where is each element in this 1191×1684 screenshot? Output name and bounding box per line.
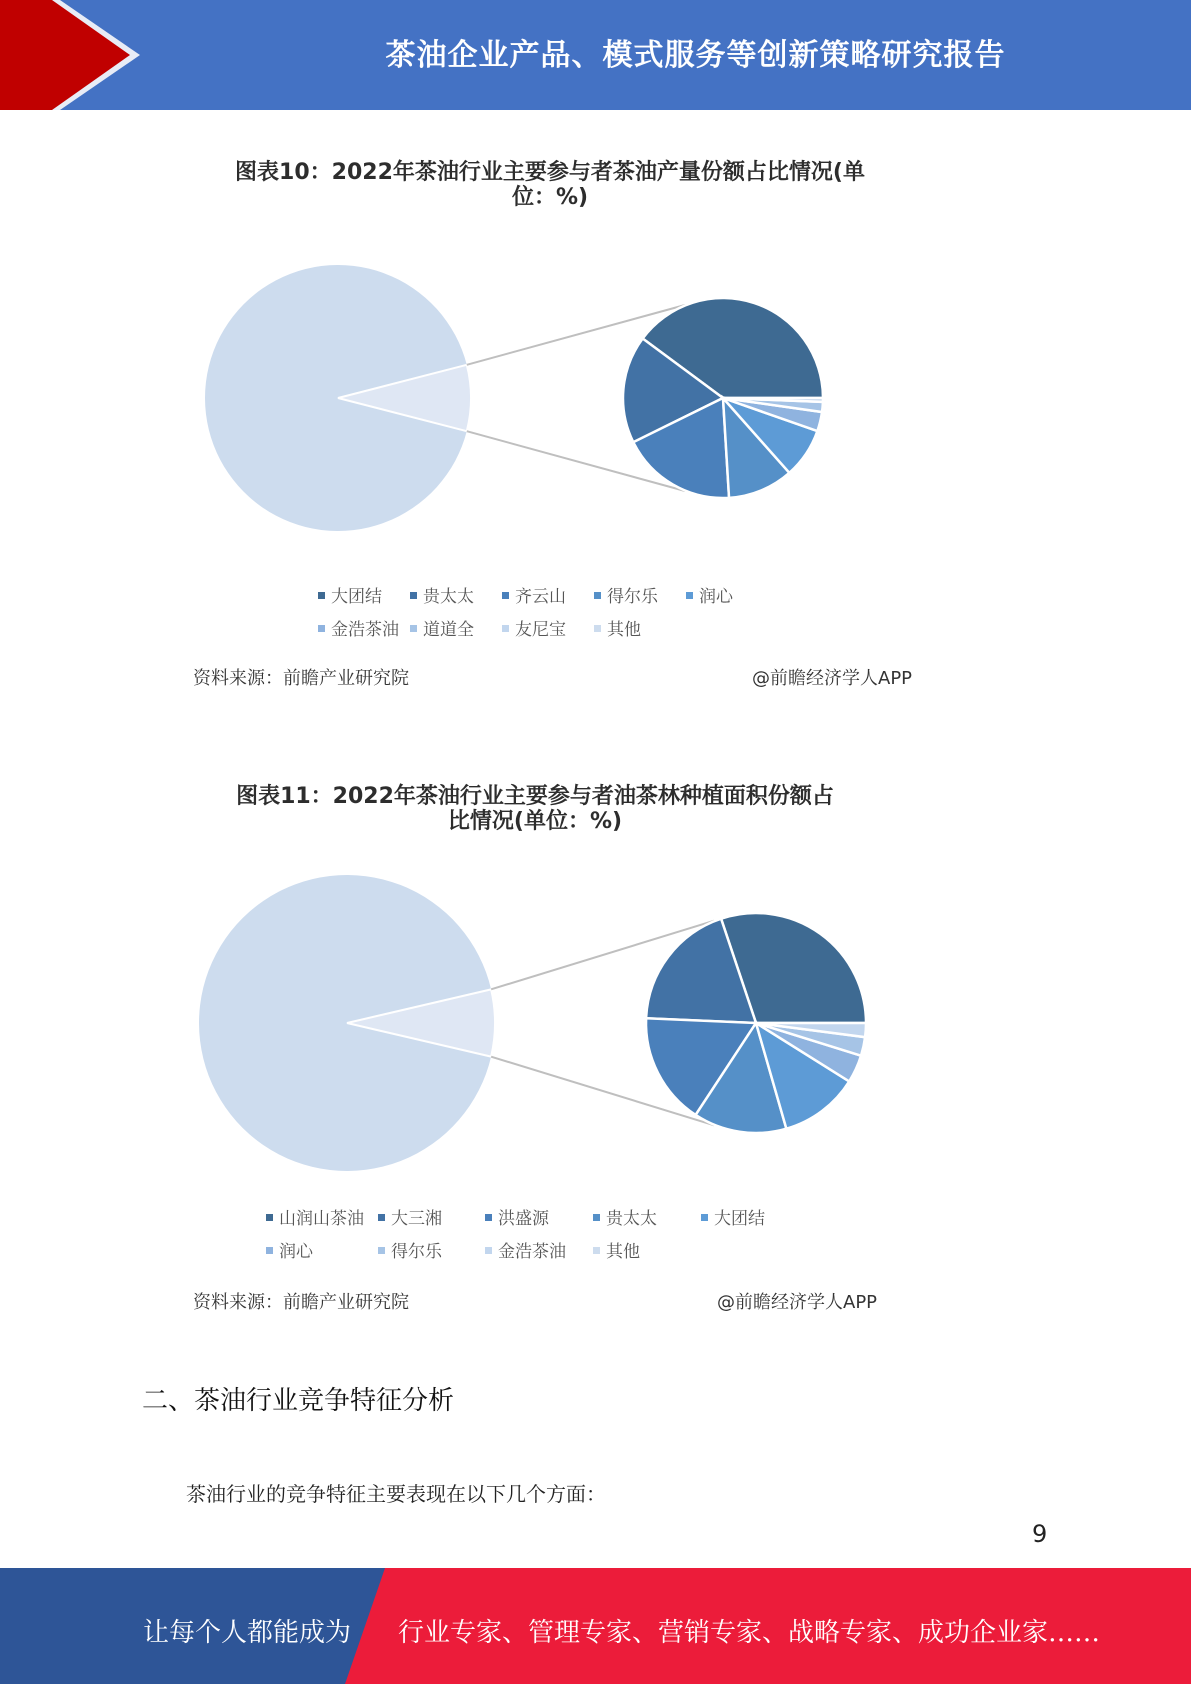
chart-10-legend-item: 其他 [594,615,641,640]
chart-11-title-line1: 图表11：2022年茶油行业主要参与者油茶林种植面积份额占 [236,784,834,809]
chart-10-legend-item: 齐云山 [502,582,566,607]
report-title: 茶油企业产品、模式服务等创新策略研究报告 [385,38,1006,73]
chart-10-legend-item: 友尼宝 [502,615,566,640]
chart-11-credit: @前瞻经济学人APP [717,1292,878,1313]
chart-10-legend-item: 道道全 [410,615,474,640]
report-header [0,0,1191,110]
chart-11-legend-item: 金浩茶油 [485,1237,566,1262]
chart-10-title-line1: 图表10：2022年茶油行业主要参与者茶油产量份额占比情况(单 [235,160,865,185]
chart-11-legend-item: 山润山茶油 [266,1204,364,1229]
chart-11-title-line2: 比情况(单位：%) [447,809,623,834]
chart-11-legend-item: 大团结 [701,1204,765,1229]
chart-11-source: 资料来源：前瞻产业研究院 [193,1292,409,1313]
chart-10-pie-of-pie [180,225,920,545]
chart-11-pie-of-pie [180,855,920,1175]
chart-10-title-line2: 位：%) [511,185,589,210]
chart-10-legend-item: 得尔乐 [594,582,658,607]
chart-10-legend-item: 润心 [686,582,733,607]
chart-10-legend-item: 大团结 [318,582,382,607]
footer-slogan-left: 让每个人都能成为 [143,1618,352,1648]
chart-11-legend-item: 得尔乐 [378,1237,442,1262]
chart-11-legend-item: 大三湘 [378,1204,442,1229]
chart-11-legend-item: 洪盛源 [485,1204,549,1229]
chart-10-credit: @前瞻经济学人APP [752,668,913,689]
chart-11-legend-item: 润心 [266,1237,313,1262]
chart-11-title [190,784,880,834]
chart-10-legend-item: 贵太太 [410,582,474,607]
chart-10-source: 资料来源：前瞻产业研究院 [193,668,409,689]
section-heading: 二、茶油行业竞争特征分析 [142,1386,455,1416]
chart-10-title [190,160,910,210]
page-number: 9 [1032,1520,1048,1548]
footer-slogan-right: 行业专家、管理专家、营销专家、战略专家、成功企业家…… [398,1618,1101,1648]
chart-11-legend-item: 其他 [593,1237,640,1262]
chart-10-legend-item: 金浩茶油 [318,615,399,640]
chart-11-legend-item: 贵太太 [593,1204,657,1229]
report-footer [0,1568,1191,1684]
body-paragraph: 茶油行业的竞争特征主要表现在以下几个方面： [186,1482,606,1506]
